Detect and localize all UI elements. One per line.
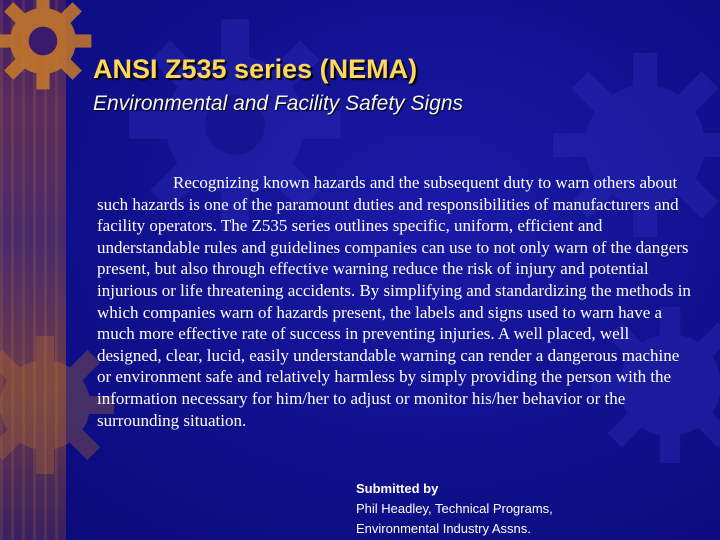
slide-subtitle: Environmental and Facility Safety Signs bbox=[93, 92, 464, 115]
slide-title: ANSI Z535 series (NEMA) bbox=[93, 54, 418, 84]
credit-block bbox=[356, 479, 553, 539]
credit-label: Submitted by bbox=[356, 481, 439, 496]
credit-line-2: Environmental Industry Assns. bbox=[356, 521, 531, 536]
body-text: Recognizing known hazards and the subsequent duty to warn others about such hazards is one of the paramount duties and responsibilities of manufacturers and facility operators. The Z535 series outlines specific, uniform, efficient and understandable rules and guidelines companies can use to not only warn of the dangers present, but also through effective warning reduce the risk of injury and potential injurious or life threatening accidents. By simplifying and standardizing the methods in which companies warn of hazards present, the labels and signs used to warn have a much more effective rate of success in preventing injuries. A well placed, well designed, clear, lucid, easily understandable warning can render a dangerous machine or environment safe and relatively harmless by simply providing the person with the information necessary for him/her to adjust or monitor his/her behavior or the surrounding situation. bbox=[97, 173, 691, 430]
gear-icon bbox=[0, 0, 98, 96]
credit-line-1: Phil Headley, Technical Programs, bbox=[356, 501, 553, 516]
